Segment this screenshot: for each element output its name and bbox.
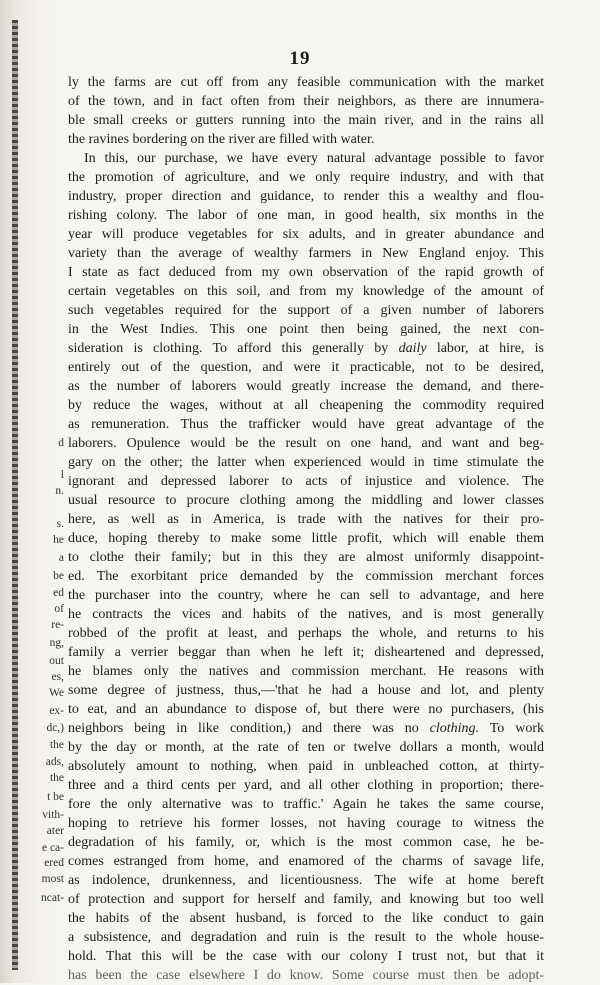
bleed-fragment: es, [51, 671, 64, 683]
text-line: robbed of the profit at least, and perhaps the whole, and returns to his [68, 626, 544, 641]
text-line: the habits of the absent husband, is forced to the like conduct to gain [68, 911, 544, 926]
bleed-fragment: t be [47, 791, 64, 803]
body-text [68, 73, 544, 985]
text-line: the promotion of agriculture, and we only require industry, and with that [68, 170, 544, 185]
text-line: year will produce vegetables for six adults, and in greater abundance and [68, 227, 544, 242]
text-line: in the West Indies. This one point then being gained, the next con- [68, 322, 544, 337]
text-line: has been the case elsewhere I do know. Some course must then be adopt- [68, 968, 544, 983]
text-line: ed. The exorbitant price demanded by the commission merchant forces [68, 569, 544, 584]
text-line: absolutely amount to nothing, when paid in unbleached cotton, at thirty- [68, 759, 544, 774]
text-line: some degree of justness, thus,—'that he had a house and lot, and plenty [68, 683, 544, 698]
text-line: the ravines bordering on the river are filled with water. [68, 132, 375, 147]
text-line: ble small creeks or gutters running into the main river, and in the rains all [68, 113, 544, 128]
binding-edge [12, 20, 18, 970]
page-number: 19 [289, 48, 311, 69]
text-line: ignorant and depressed laborer to acts of injustice and violence. The [68, 474, 544, 489]
text-line: he blames only the natives and commission merchant. He reasons with [68, 664, 544, 679]
text-line: of the town, and in fact often from their neighbors, as there are innumera- [68, 94, 544, 109]
text-line: certain vegetables on this soil, and from my knowledge of the amount of [68, 284, 544, 299]
text-line: usual resource to procure clothing among the middling and lower classes [68, 493, 544, 508]
bleed-fragment: l [60, 469, 64, 481]
bleed-fragment: of [54, 603, 64, 615]
text-line: neighbors being in like condition,) and there was no clothing. To work [68, 721, 544, 736]
bleed-fragment: ncat- [41, 892, 64, 904]
text-line: by the day or month, at the rate of ten or twelve dollars a month, would [68, 740, 544, 755]
facing-page-bleed [24, 0, 64, 983]
bleed-fragment: the [49, 739, 64, 751]
bleed-fragment: d [58, 437, 64, 449]
text-line: laborers. Opulence would be the result on one hand, and want and beg- [68, 436, 544, 451]
bleed-fragment: ater [46, 825, 64, 837]
text-line: duce, hoping thereby to make some little profit, which will enable them [68, 531, 544, 546]
bleed-fragment: most [41, 873, 64, 885]
bleed-fragment: e ca- [41, 842, 64, 854]
bleed-fragment: s. [56, 518, 64, 530]
text-line: industry, proper direction and guidance, to render this a wealthy and flou- [68, 189, 544, 204]
bleed-fragment: ed [53, 587, 64, 599]
bleed-fragment: be [53, 570, 64, 582]
text-line: hold. That this will be the case with our colony I trust not, but that it [68, 949, 544, 964]
bleed-fragment: a [58, 552, 64, 564]
text-line: as the number of laborers would greatly increase the demand, and there- [68, 379, 544, 394]
bleed-fragment: We [48, 687, 64, 699]
text-line: ly the farms are cut off from any feasible communication with the market [68, 75, 544, 90]
bleed-fragment: n. [55, 485, 64, 497]
text-line: he contracts the vices and habits of the natives, and is most generally [68, 607, 544, 622]
bleed-fragment: ng, [49, 637, 64, 649]
text-line: sideration is clothing. To afford this generally by daily labor, at hire, is [68, 341, 544, 356]
text-line: by reduce the wages, without at all cheapening the commodity required [68, 398, 544, 413]
bleed-fragment: vith- [42, 809, 64, 821]
text-line: to eat, and an abundance to dispose of, but there were no purchasers, (his [68, 702, 544, 717]
text-line: fore the only alternative was to traffic.' Again he takes the same course, [68, 797, 544, 812]
text-line: comes estranged from home, and enamored of the charms of savage life, [68, 854, 544, 869]
text-line: I state as fact deduced from my own observation of the rapid growth of [68, 265, 544, 280]
text-line: gary on the other; the latter when experienced would in time stimulate the [68, 455, 544, 470]
text-line: the purchaser into the country, where he can sell to advantage, and here [68, 588, 544, 603]
bleed-fragment: the [49, 772, 64, 784]
bleed-fragment: re- [51, 619, 64, 631]
text-line: degradation of his family, or, which is the most common case, he be- [68, 835, 544, 850]
text-line: hoping to retrieve his former losses, not having courage to witness the [68, 816, 544, 831]
text-line: family a verrier beggar than when he left it; disheartened and depressed, [68, 645, 544, 660]
text-line: to clothe their family; but in this they are almost uniformly disappoint- [68, 550, 544, 565]
text-line: a subsistence, and degradation and ruin is the result to the whole house- [68, 930, 544, 945]
text-line: such vegetables required for the support of a given number of laborers [68, 303, 544, 318]
text-line: rishing colony. The labor of one man, in good health, six months in the [68, 208, 544, 223]
text-line: as indolence, drunkenness, and licentiousness. The wife at home bereft [68, 873, 544, 888]
text-line: three and a third cents per yard, and all other clothing in proportion; there- [68, 778, 544, 793]
text-line: as remuneration. Thus the trafficker would have great advantage of the [68, 417, 544, 432]
bleed-fragment: he [53, 534, 64, 546]
text-line: variety than the average of wealthy farmers in New England enjoy. This [68, 246, 544, 261]
text-line: In this, our purchase, we have every natural advantage possible to favor [84, 151, 544, 166]
text-line: entirely out of the question, and were it practicable, not to be desired, [68, 360, 544, 375]
bleed-fragment: ex- [49, 705, 64, 717]
bleed-fragment: ads, [45, 756, 64, 768]
bleed-fragment: ered [44, 857, 64, 869]
bleed-fragment: out [49, 655, 64, 667]
bleed-fragment: dc,) [46, 722, 64, 734]
text-line: of protection and support for herself and family, and knowing but too well [68, 892, 544, 907]
text-line: here, as well as in America, is trade with the natives for their pro- [68, 512, 544, 527]
